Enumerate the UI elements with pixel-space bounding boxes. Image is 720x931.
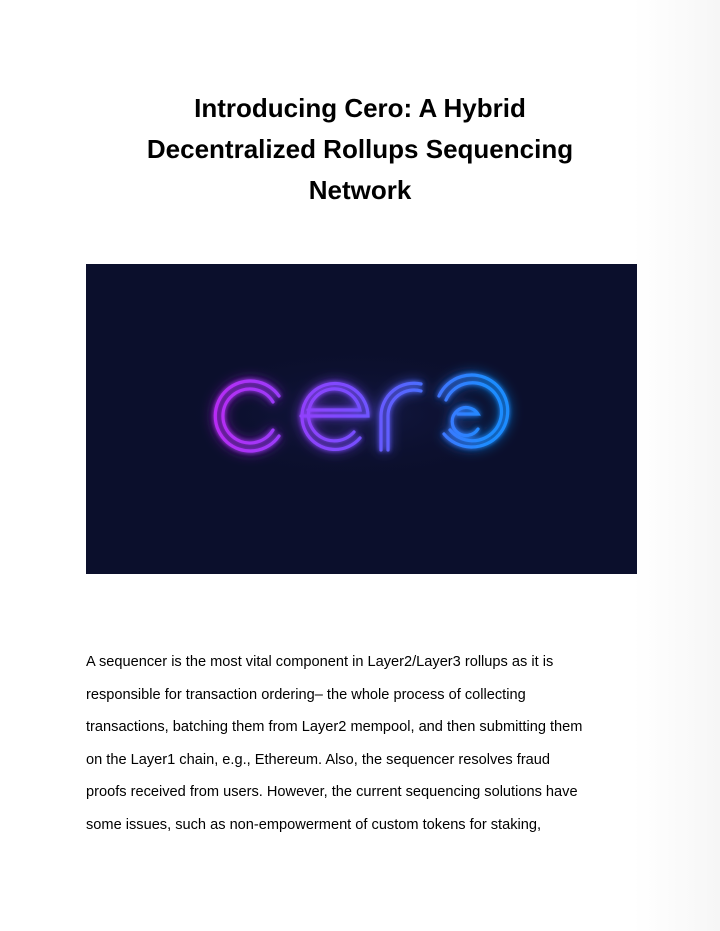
article-title <box>110 88 610 211</box>
body-paragraph <box>86 646 646 842</box>
body-line: proofs received from users. However, the current sequencing solutions have <box>86 784 578 801</box>
body-line: A sequencer is the most vital component in Layer2/Layer3 rollups as it is <box>86 654 554 670</box>
cero-logo <box>86 264 637 574</box>
title-line: Decentralized Rollups Sequencing <box>146 134 574 164</box>
body-line: some issues, such as non-empowerment of custom tokens for staking, <box>86 816 542 833</box>
title-line: Network <box>308 175 412 205</box>
hero-image <box>86 264 637 574</box>
body-line: responsible for transaction ordering– the whole process of collecting <box>86 686 526 703</box>
title-line: Introducing Cero: A Hybrid <box>194 93 526 123</box>
body-line: transactions, batching them from Layer2 mempool, and then submitting them <box>86 719 583 736</box>
body-line: on the Layer1 chain, e.g., Ethereum. Also, the sequencer resolves fraud <box>86 751 551 768</box>
